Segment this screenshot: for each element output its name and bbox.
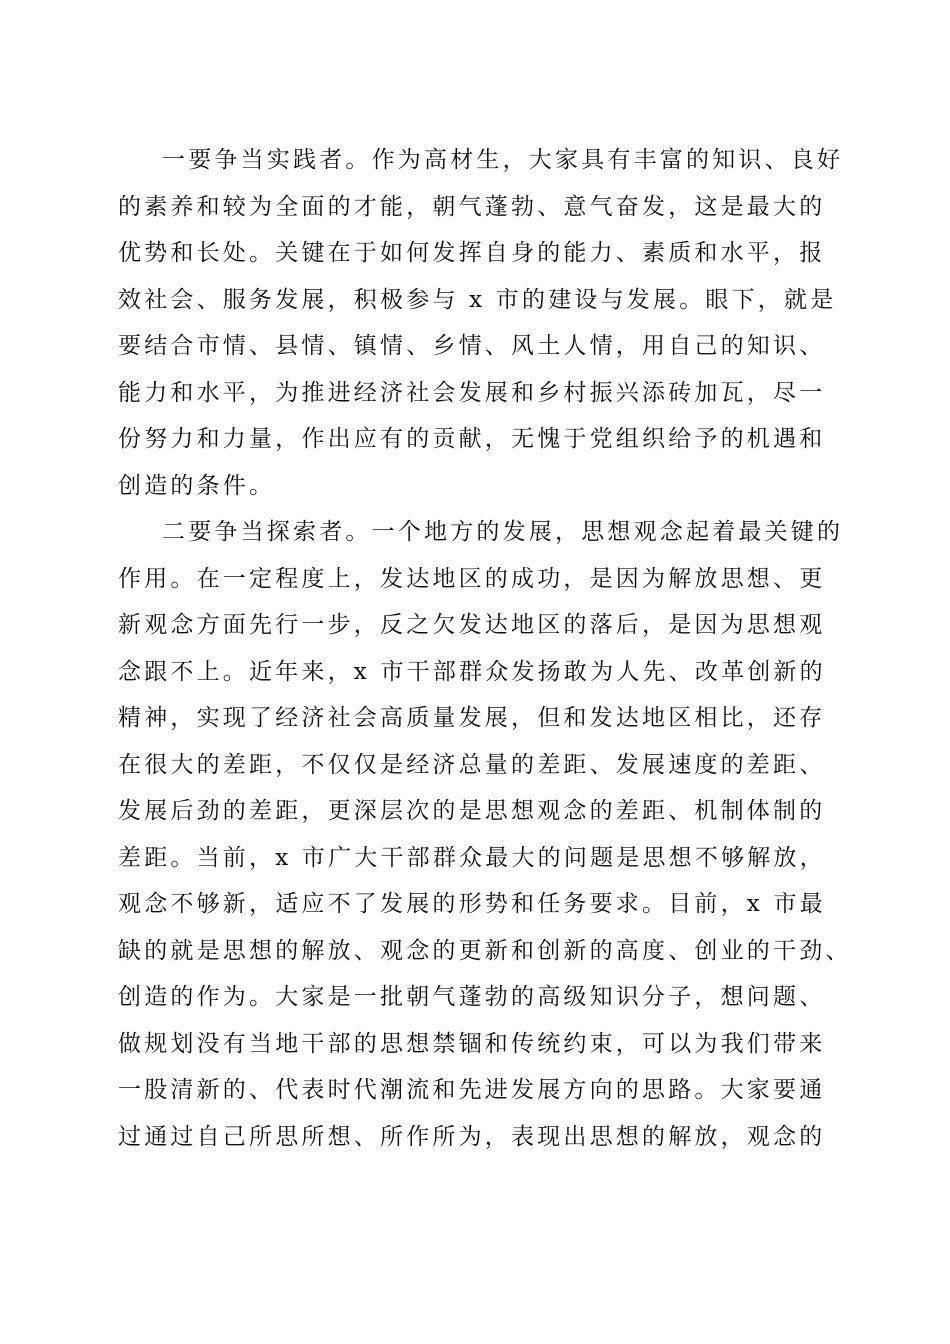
text-line: 能力和水平，为推进经济社会发展和乡村振兴添砖加瓦，尽一 [118,379,826,406]
text-line: 创造的作为。大家是一批朝气蓬勃的高级知识分子，想问题、 [118,984,826,1010]
text-line: 差距。当前，x 市广大干部群众最大的问题是思想不够解放， [118,844,826,871]
paragraph-practitioner [118,137,844,509]
text-line: 念跟不上。近年来，x 市干部群众发扬敢为人先、改革创新的 [118,658,826,685]
text-line: 的素养和较为全面的才能，朝气蓬勃、意气奋发，这是最大的 [118,193,826,220]
text-line: 观念不够新，适应不了发展的形势和任务要求。目前，x 市最 [118,891,826,917]
text-line: 做规划没有当地干部的思想禁锢和传统约束，可以为我们带来 [118,1030,826,1057]
text-line: 一要争当实践者。作为高材生，大家具有丰富的知识、良好 [162,147,844,173]
text-line: 过通过自己所思所想、所作所为，表现出思想的解放，观念的 [118,1123,826,1150]
document-body [118,137,852,1160]
text-line: 一股清新的、代表时代潮流和先进发展方向的思路。大家要通 [118,1077,826,1103]
text-line: 在很大的差距，不仅仅是经济总量的差距、发展速度的差距、 [118,751,826,778]
text-line: 效社会、服务发展，积极参与 x 市的建设与发展。眼下，就是 [118,286,837,313]
text-line: 发展后劲的差距，更深层次的是思想观念的差距、机制体制的 [118,798,826,824]
text-line: 二要争当探索者。一个地方的发展，思想观念起着最关键的 [162,519,844,545]
text-line: 优势和长处。关键在于如何发挥自身的能力、素质和水平，报 [118,240,826,266]
text-line: 份努力和力量，作出应有的贡献，无愧于党组织给予的机遇和 [118,426,826,452]
text-line: 缺的就是思想的解放、观念的更新和创新的高度、创业的干劲、 [118,937,852,964]
text-line: 要结合市情、县情、镇情、乡情、风土人情，用自己的知识、 [118,333,826,359]
text-line: 创造的条件。 [118,472,276,499]
text-line: 精神，实现了经济社会高质量发展，但和发达地区相比，还存 [118,705,826,731]
paragraph-explorer [118,509,852,1160]
text-line: 作用。在一定程度上，发达地区的成功，是因为解放思想、更 [118,565,826,592]
text-line: 新观念方面先行一步，反之欠发达地区的落后，是因为思想观 [118,612,826,638]
